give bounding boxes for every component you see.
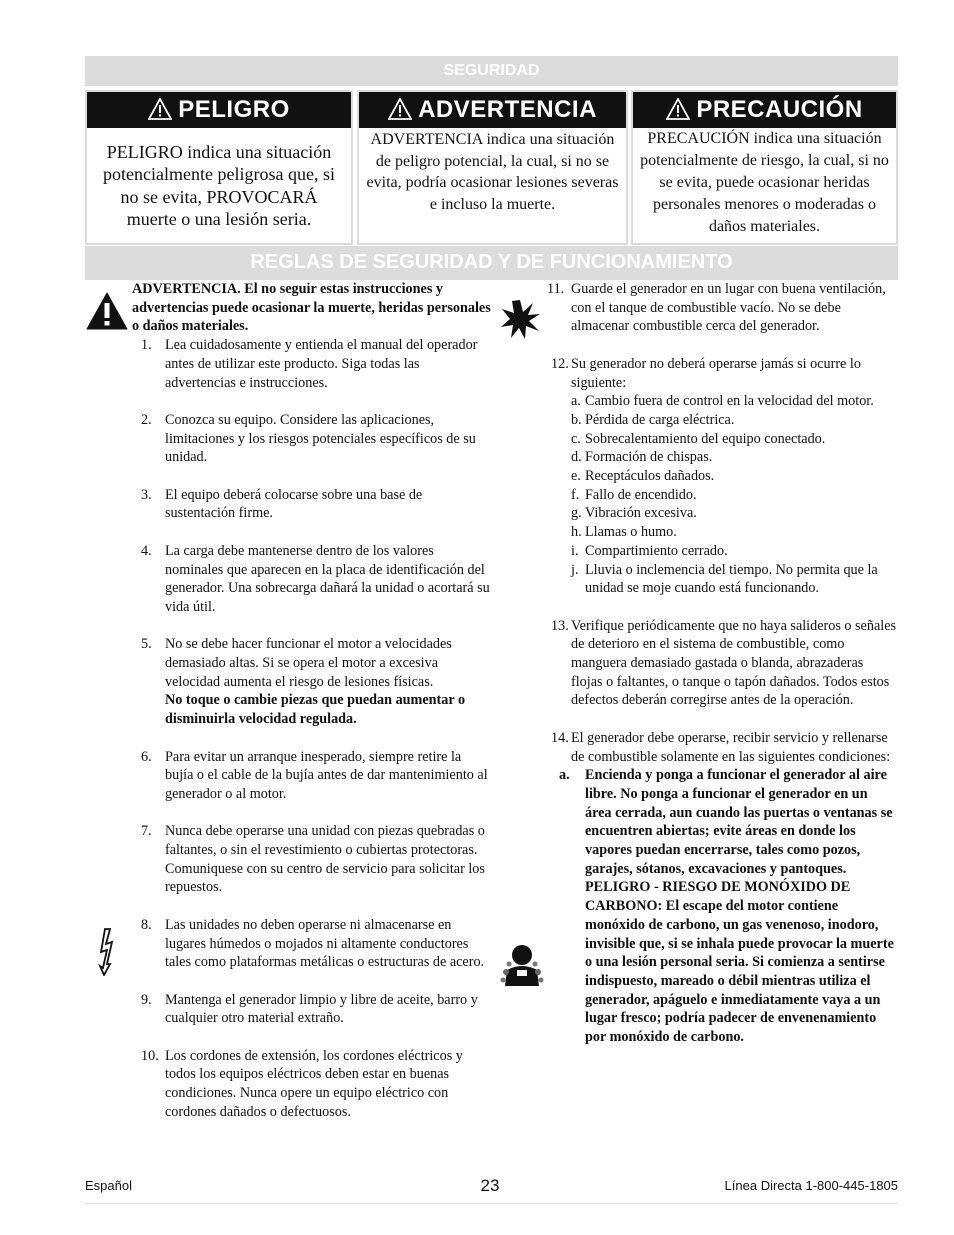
item-number: 6. [141,748,152,765]
item-text: Verifique periódicamente que no haya salideros o señales de deterioro en el sistema de combustible, como manguera demasiado gastada o blanda, abrazaderas flojas o faltantes, o tanque o tapón dañados. Todos estos defectos deberán corregirse antes de la operación. [571,617,897,709]
item-text: Guarde el generador en un lugar con buena ventilación, con el tanque de combustible vacío. No se debe almacenar combustible cerca del generador. [571,281,886,335]
item-number: 1. [141,337,152,354]
item-number: 4. [141,542,152,559]
hazard-box-precaucion [631,90,898,245]
sub-text: Encienda y ponga a funcionar el generador al aire libre. No ponga a funcionar el generador en un área cerrada, aun cuando las puertas o ventanas se encuentren abiertas; evite áreas en donde los vapores puedan encerrarse, tales como pozos, garajes, sótanos, excavaciones y pantoques. PELIGRO - RIESGO DE MONÓXIDO DE CARBONO: El escape del motor contiene monóxido de carbono, un gas venenoso, inodoro, invisible que, si se inhala puede provocar la muerte o una lesión personal seria. Si comienza a sentirse indispuesto, mareado o débil mientras utiliza el generador, apáguelo e inmediatamente vaya a un lugar fresco; podría padecer de envenenamiento por monóxido de carbono. [585,767,894,1046]
warning-intro: ADVERTENCIA. El no seguir estas instrucciones y advertencias puede ocasionar la muerte, heridas personales o daños materiales. [132,281,491,335]
item-text: Conozca su equipo. Considere las aplicaciones, limitaciones y los riesgos potenciales específicos de su unidad. [165,411,476,466]
sub-item-bold [559,766,897,1047]
item-number: 9. [141,991,152,1008]
list-item [141,991,492,1028]
item-text: Su generador no deberá operarse jamás si ocurre lo siguiente: [571,355,861,391]
item-number: 5. [141,636,152,653]
sub-item [571,392,897,411]
list-item [141,916,492,972]
item-bold-text: No toque o cambie piezas que puedan aumentar o disminuirla velocidad regulada. [165,692,466,728]
item-number: 10. [141,1047,159,1064]
sub-item [571,448,897,467]
sub-text: Vibración excesiva. [585,505,697,522]
item-text: Mantenga el generador limpio y libre de aceite, barro y cualquier otro material extraño. [165,991,478,1027]
sub-item [571,523,897,542]
sub-item [571,430,897,449]
item-text: Las unidades no deben operarse ni almacenarse en lugares húmedos o mojados ni altamente conductores tales como plataformas metálicas o estructuras de acero. [165,916,485,971]
list-item [141,635,492,729]
hazard-header-advertencia [359,92,626,128]
list-item [141,411,492,467]
item-text: La carga debe mantenerse dentro de los valores nominales que aparecen en la placa de identificación del generador. Una sobrecarga dañará la unidad o acortará su vida útil. [165,542,490,615]
item-number: 12. [551,355,569,372]
item-number: 13. [551,617,569,634]
warning-triangle-icon [388,98,412,120]
item-text: El generador debe operarse, recibir servicio y rellenarse de combustible solamente en las siguientes condiciones: [571,729,891,765]
sub-letter: b. [571,411,582,428]
sub-text: Fallo de encendido. [585,486,697,503]
hazard-body [633,128,896,243]
sub-item [571,542,897,561]
sub-letter: a. [571,393,581,410]
hazard-box-peligro [85,90,353,245]
sub-item [571,504,897,523]
hazard-title: PELIGRO [178,96,290,123]
item-text: El equipo deberá colocarse sobre una base de sustentación firme. [165,486,423,522]
sub-letter: g. [571,505,582,522]
sub-letter: a. [559,767,570,784]
item-number: 14. [551,729,569,746]
sub-text: Compartimiento cerrado. [585,542,728,559]
sub-text: Lluvia o inclemencia del tiempo. No permita que la unidad se moje cuando está funcionando. [585,561,878,597]
electric-shock-icon [96,928,116,976]
hazard-text: PELIGRO indica una situación potencialmente peligrosa que, si no se evita, PROVOCARÁ muerte o una lesión seria. [103,141,335,229]
list-item [547,280,897,336]
hazard-header-peligro [87,92,351,128]
left-list [141,336,492,1121]
sub-letter: j. [571,561,579,578]
sub-item [571,561,897,598]
hazard-text: PRECAUCIÓN indica una situación potencialmente de riesgo, la cual, si no se evita, puede ocasionar heridas personales menores o moderadas o daños materiales. [640,130,889,235]
sub-item [571,486,897,505]
warning-triangle-icon [666,98,690,120]
left-column [132,280,492,1122]
sub-text: Receptáculos dañados. [585,468,715,485]
item-text: Los cordones de extensión, los cordones eléctricos y todos los equipos eléctricos deben estar en buenas condiciones. Nunca opere un equipo eléctrico con cordones dañados o defectuosos. [165,1047,463,1120]
sub-text: Pérdida de carga eléctrica. [585,411,735,428]
sub-text: Sobrecalentamiento del equipo conectado. [585,430,826,447]
item-text: No se debe hacer funcionar el motor a velocidades demasiado altas. Si se opera el motor a excesiva velocidad aumenta el riesgo de lesiones físicas. [165,636,452,690]
footer-language: Español [85,1178,132,1193]
sub-text: Cambio fuera de control en la velocidad del motor. [585,393,874,410]
list-item [547,729,897,1047]
explosion-icon [499,298,541,340]
list-item [141,1047,492,1122]
sub-letter: e. [571,468,581,485]
list-item [141,542,492,617]
list-item [141,486,492,523]
page-number: 23 [480,1176,500,1195]
item-number: 2. [141,411,152,428]
item-number: 7. [141,823,152,840]
sub-item [571,467,897,486]
warning-icon [86,292,128,330]
sub-text: Formación de chispas. [585,449,713,466]
hazard-body [359,128,626,243]
list-item [141,748,492,804]
sub-letter: h. [571,524,582,541]
toxic-fumes-icon [499,942,545,988]
list-item [141,822,492,897]
hazard-text: ADVERTENCIA indica una situación de peligro potencial, la cual, si no se evita, podría ocasionar lesiones severas e incluso la muerte. [366,131,619,213]
item-text: Lea cuidadosamente y entienda el manual del operador antes de utilizar este producto. Siga todas las advertencias e instrucciones. [165,337,478,391]
section-header-reglas: REGLAS DE SEGURIDAD Y DE FUNCIONAMIENTO [85,246,898,280]
sub-letter: c. [571,430,581,447]
sub-letter: f. [571,486,580,503]
list-item [547,355,897,598]
hazard-header-precaucion [633,92,896,128]
footer-divider [85,1203,898,1204]
item-number: 11. [547,281,565,297]
warning-triangle-icon [148,98,172,120]
sub-letter: i. [571,542,579,559]
sub-item [571,411,897,430]
list-item [141,336,492,392]
item-number: 8. [141,916,152,933]
right-column [547,280,897,1047]
hazard-title: ADVERTENCIA [418,96,597,123]
hazard-box-advertencia [357,90,628,245]
footer-hotline: Línea Directa 1-800-445-1805 [724,1178,898,1193]
hazard-title: PRECAUCIÓN [696,96,863,123]
item-text: Nunca debe operarse una unidad con piezas quebradas o faltantes, o sin el revestimiento o cubiertas protectoras. Comuniquese con su centro de servicio para solicitar los repuestos. [165,823,485,896]
item-number: 3. [141,486,152,503]
hazard-body [87,128,351,243]
section-header-seguridad: SEGURIDAD [85,56,898,86]
item-text: Para evitar un arranque inesperado, siempre retire la bujía o el cable de la bujía antes de dar mantenimiento al generador o al motor. [165,748,488,802]
sub-text: Llamas o humo. [585,524,677,541]
sub-letter: d. [571,449,582,466]
list-item [547,617,897,711]
